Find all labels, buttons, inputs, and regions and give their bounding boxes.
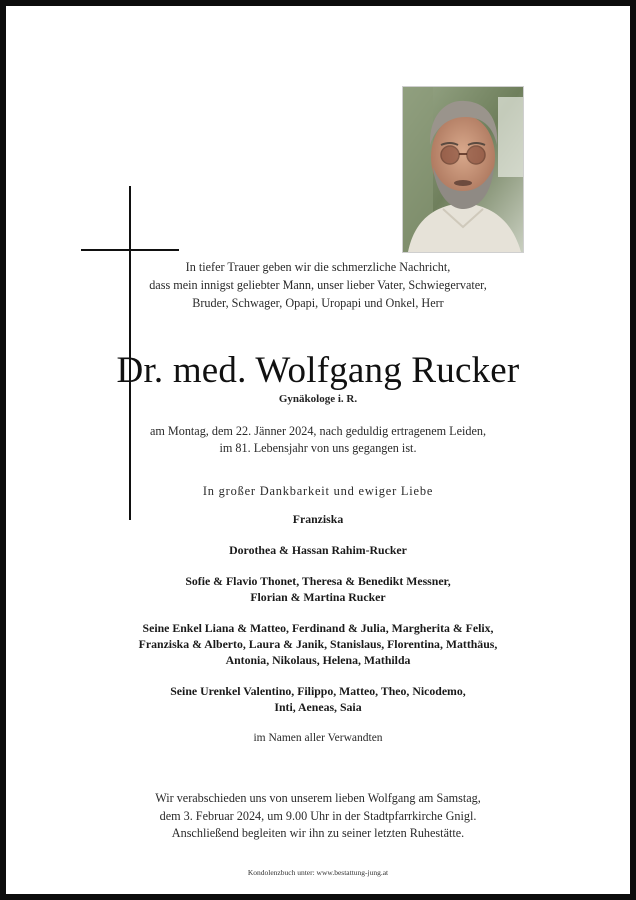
family-list bbox=[6, 511, 630, 730]
passing-line: im 81. Lebensjahr von uns gegangen ist. bbox=[219, 441, 417, 455]
announcement-intro bbox=[6, 258, 630, 312]
passing-statement bbox=[6, 423, 630, 457]
intro-line: dass mein innigst geliebter Mann, unser lieber Vater, Schwiegervater, bbox=[149, 278, 487, 292]
family-group-grandchildren bbox=[6, 620, 630, 668]
funeral-info bbox=[6, 790, 630, 843]
portrait-photo bbox=[402, 86, 524, 253]
funeral-line: Anschließend begleiten wir ihn zu seiner letzten Ruhestätte. bbox=[171, 826, 465, 840]
family-group-spouse bbox=[6, 511, 630, 527]
family-line: Dorothea & Hassan Rahim-Rucker bbox=[229, 543, 407, 557]
family-group-great-grandchildren bbox=[6, 683, 630, 715]
condolence-book-link[interactable]: Kondolenzbuch unter: www.bestattung-jung.at bbox=[247, 868, 389, 877]
family-line: Antonia, Nikolaus, Helena, Mathilda bbox=[225, 653, 411, 667]
funeral-line: Wir verabschieden uns von unserem lieben Wolfgang am Samstag, bbox=[155, 791, 481, 805]
deceased-name: Dr. med. Wolfgang Rucker bbox=[116, 350, 520, 391]
family-line: Inti, Aeneas, Saia bbox=[274, 700, 362, 714]
family-line: Seine Enkel Liana & Matteo, Ferdinand & Julia, Margherita & Felix, bbox=[142, 621, 494, 635]
funeral-line: dem 3. Februar 2024, um 9.00 Uhr in der Stadtpfarrkirche Gnigl. bbox=[159, 808, 477, 823]
family-group-children bbox=[6, 542, 630, 558]
intro-line: In tiefer Trauer geben wir die schmerzliche Nachricht, bbox=[185, 260, 451, 274]
family-line: Franziska & Alberto, Laura & Janik, Stanislaus, Florentina, Matthäus, bbox=[138, 637, 498, 651]
cross-horizontal-beam bbox=[81, 249, 179, 251]
deceased-title: Gynäkologe i. R. bbox=[278, 393, 358, 405]
family-line: Sofie & Flavio Thonet, Theresa & Benedikt Messner, bbox=[185, 574, 451, 588]
family-line: Franziska bbox=[292, 512, 344, 526]
mourning-line: In großer Dankbarkeit und ewiger Liebe bbox=[202, 484, 434, 498]
family-line: Seine Urenkel Valentino, Filippo, Matteo, Theo, Nicodemo, bbox=[170, 684, 466, 698]
relatives-line: im Namen aller Verwandten bbox=[253, 732, 383, 744]
intro-line: Bruder, Schwager, Opapi, Uropapi und Onkel, Herr bbox=[192, 296, 444, 310]
family-group-children-2 bbox=[6, 573, 630, 605]
family-line: Florian & Martina Rucker bbox=[250, 590, 386, 604]
passing-line: am Montag, dem 22. Jänner 2024, nach geduldig ertragenem Leiden, bbox=[149, 424, 487, 438]
